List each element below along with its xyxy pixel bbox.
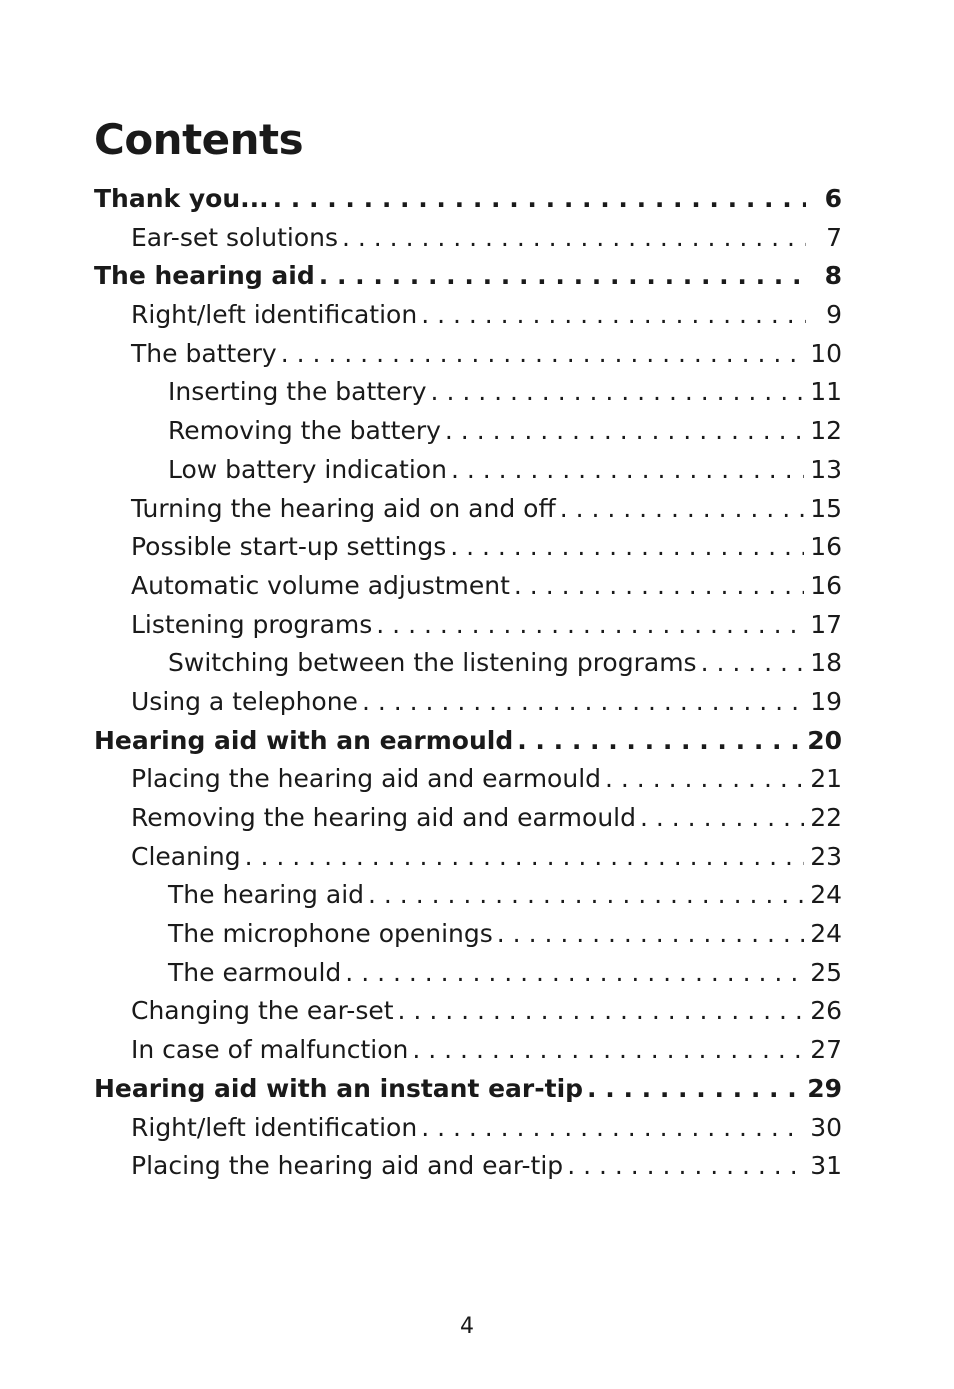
toc-entry-page: 24 [810, 880, 842, 910]
dot-leader [560, 490, 805, 529]
dot-leader [319, 257, 806, 296]
table-of-contents [94, 180, 842, 1186]
toc-entry-title: Hearing aid with an earmould [94, 725, 514, 755]
dot-leader [273, 180, 806, 219]
toc-entry-title: The hearing aid [94, 261, 315, 291]
toc-entry-title: Right/left identification [131, 300, 418, 330]
toc-entry-title: Changing the ear-set [131, 996, 394, 1026]
dot-leader [368, 876, 804, 915]
toc-entry-page: 16 [810, 532, 842, 562]
dot-leader [514, 567, 804, 606]
toc-entry-title: In case of malfunction [131, 1035, 409, 1065]
toc-entry[interactable] [94, 1147, 842, 1186]
dot-leader [345, 954, 804, 993]
toc-entry-page: 6 [824, 184, 842, 213]
toc-subentry[interactable] [94, 954, 842, 993]
toc-entry-page: 17 [810, 609, 842, 639]
toc-subentry[interactable] [94, 451, 842, 490]
toc-entry-title: Removing the battery [168, 416, 441, 446]
toc-entry-page: 23 [810, 841, 842, 871]
toc-subentry[interactable] [94, 876, 842, 915]
toc-entry-title: Low battery indication [168, 454, 447, 484]
toc-entry-page: 11 [810, 377, 842, 407]
toc-entry[interactable] [94, 760, 842, 799]
toc-entry-page: 25 [810, 957, 842, 987]
dot-leader [281, 335, 804, 374]
dot-leader [640, 799, 804, 838]
toc-entry-page: 9 [826, 300, 842, 330]
toc-entry-title: Switching between the listening programs [168, 648, 697, 678]
toc-entry-title: Placing the hearing aid and earmould [131, 764, 602, 794]
toc-entry-page: 7 [826, 222, 842, 252]
dot-leader [567, 1147, 804, 1186]
toc-entry[interactable] [94, 838, 842, 877]
dot-leader [421, 1109, 804, 1148]
dot-leader [450, 528, 804, 567]
toc-entry-page: 29 [807, 1073, 842, 1103]
toc-section-entry[interactable] [94, 180, 842, 219]
dot-leader [398, 992, 805, 1031]
toc-entry[interactable] [94, 296, 842, 335]
dot-leader [421, 296, 806, 335]
toc-entry[interactable] [94, 219, 842, 258]
toc-entry-page: 16 [810, 570, 842, 600]
toc-entry[interactable] [94, 567, 842, 606]
toc-entry-title: Possible start-up settings [131, 532, 447, 562]
dot-leader [701, 644, 805, 683]
toc-entry-title: Turning the hearing aid on and off [131, 493, 556, 523]
toc-entry-page: 19 [810, 686, 842, 716]
toc-entry-title: Hearing aid with an instant ear-tip [94, 1073, 584, 1103]
toc-entry[interactable] [94, 606, 842, 645]
toc-entry-page: 26 [810, 996, 842, 1026]
dot-leader [412, 1031, 804, 1070]
toc-entry-title: Automatic volume adjustment [131, 570, 510, 600]
toc-entry[interactable] [94, 799, 842, 838]
toc-entry-title: Using a telephone [131, 686, 358, 716]
page-title: Contents [94, 115, 304, 164]
toc-subentry[interactable] [94, 644, 842, 683]
toc-entry-title: Ear-set solutions [131, 222, 338, 252]
dot-leader [362, 683, 804, 722]
toc-entry[interactable] [94, 490, 842, 529]
toc-entry-page: 20 [807, 725, 842, 755]
toc-entry-title: Cleaning [131, 841, 241, 871]
page-number: 4 [460, 1314, 474, 1339]
dot-leader [376, 606, 804, 645]
toc-entry-title: The battery [131, 338, 277, 368]
dot-leader [342, 219, 806, 258]
toc-entry-page: 21 [810, 764, 842, 794]
toc-entry-title: The earmould [168, 957, 342, 987]
dot-leader [587, 1070, 801, 1109]
dot-leader [451, 451, 804, 490]
toc-subentry[interactable] [94, 412, 842, 451]
toc-entry-page: 10 [810, 338, 842, 368]
toc-entry[interactable] [94, 992, 842, 1031]
dot-leader [497, 915, 804, 954]
toc-entry-page: 8 [824, 261, 842, 291]
toc-entry-page: 30 [810, 1112, 842, 1142]
toc-entry-title: The hearing aid [168, 880, 365, 910]
toc-entry-title: Right/left identification [131, 1112, 418, 1142]
toc-entry-page: 15 [810, 493, 842, 523]
dot-leader [605, 760, 804, 799]
toc-entry-title: Placing the hearing aid and ear-tip [131, 1151, 564, 1181]
dot-leader [431, 373, 805, 412]
toc-entry-page: 18 [810, 648, 842, 678]
toc-section-entry[interactable] [94, 1070, 842, 1109]
toc-entry-page: 24 [810, 919, 842, 949]
toc-section-entry[interactable] [94, 257, 842, 296]
toc-entry-title: Thank you... [94, 184, 269, 213]
toc-entry-page: 12 [810, 416, 842, 446]
toc-entry[interactable] [94, 335, 842, 374]
dot-leader [445, 412, 804, 451]
dot-leader [517, 722, 801, 761]
toc-entry-page: 22 [810, 803, 842, 832]
toc-entry[interactable] [94, 528, 842, 567]
toc-subentry[interactable] [94, 373, 842, 412]
toc-entry-title: Inserting the battery [168, 377, 427, 407]
toc-entry-title: The microphone openings [168, 919, 493, 949]
toc-entry-title: Listening programs [131, 609, 373, 639]
dot-leader [245, 838, 805, 877]
toc-section-entry[interactable] [94, 722, 842, 761]
toc-entry[interactable] [94, 1031, 842, 1070]
toc-entry-page: 13 [810, 454, 842, 484]
toc-entry-page: 27 [810, 1035, 842, 1065]
toc-subentry[interactable] [94, 915, 842, 954]
toc-entry-title: Removing the hearing aid and earmould [131, 803, 636, 832]
toc-entry-page: 31 [810, 1151, 842, 1181]
toc-entry[interactable] [94, 683, 842, 722]
toc-entry[interactable] [94, 1109, 842, 1148]
